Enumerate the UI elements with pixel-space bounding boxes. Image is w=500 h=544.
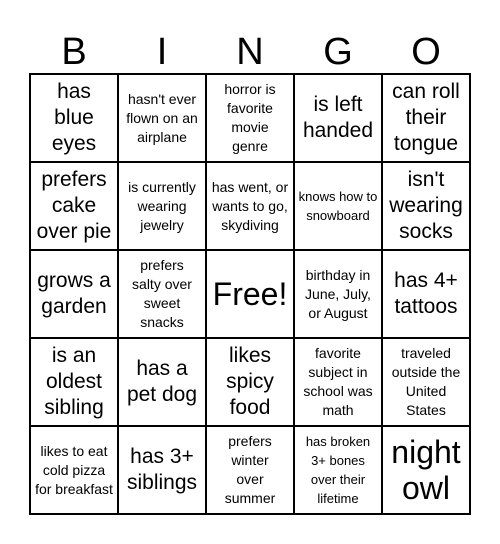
cell-text: has 3+ siblings	[126, 445, 198, 494]
cell-text: night owl	[391, 434, 461, 506]
bingo-cell[interactable]	[294, 250, 382, 338]
cell-text: likes spicy food	[226, 344, 274, 419]
header-letter-i: I	[156, 31, 168, 73]
cell-text: hasn't ever flown on an airplane	[126, 90, 198, 145]
cell-text: knows how to snowboard	[298, 189, 378, 223]
bingo-cell[interactable]	[206, 426, 294, 514]
bingo-card	[29, 73, 471, 515]
cell-text: has 4+ tattoos	[394, 269, 458, 318]
bingo-cell[interactable]	[30, 74, 118, 162]
cell-text: grows a garden	[37, 269, 111, 318]
bingo-cell[interactable]	[30, 426, 118, 514]
bingo-cell[interactable]	[118, 74, 206, 162]
cell-text: prefers winter over summer	[224, 433, 276, 506]
cell-text: prefers cake over pie	[36, 168, 112, 243]
bingo-cell[interactable]	[294, 74, 382, 162]
bingo-header	[30, 30, 470, 74]
cell-text: is an oldest sibling	[44, 344, 104, 419]
bingo-cell[interactable]	[30, 162, 118, 250]
bingo-cell[interactable]	[30, 338, 118, 426]
bingo-cell[interactable]	[382, 338, 470, 426]
cell-text: birthday in June, July, or August	[305, 266, 371, 321]
cell-text: likes to eat cold pizza for breakfast	[35, 442, 113, 497]
header-letter-n: N	[236, 31, 264, 73]
bingo-cell[interactable]	[206, 250, 294, 338]
bingo-cell[interactable]	[382, 426, 470, 514]
cell-text: has blue eyes	[51, 80, 97, 155]
free-space: Free!	[212, 276, 288, 312]
cell-text: has broken 3+ bones over their lifetime	[305, 434, 371, 506]
cell-text: prefers salty over sweet snacks	[132, 257, 192, 330]
bingo-cell[interactable]	[30, 250, 118, 338]
cell-text: traveled outside the United States	[391, 345, 461, 418]
bingo-cell[interactable]	[294, 338, 382, 426]
header-letter-b: B	[61, 31, 87, 73]
bingo-cell[interactable]	[382, 162, 470, 250]
bingo-cell[interactable]	[118, 338, 206, 426]
bingo-cell[interactable]	[294, 426, 382, 514]
bingo-cell[interactable]	[118, 250, 206, 338]
bingo-cell[interactable]	[206, 162, 294, 250]
cell-text: has went, or wants to go, skydiving	[211, 178, 289, 233]
bingo-cell[interactable]	[206, 338, 294, 426]
bingo-cell[interactable]	[118, 162, 206, 250]
cell-text: can roll their tongue	[392, 80, 460, 155]
header-letter-o: O	[411, 31, 441, 73]
bingo-cell[interactable]	[206, 74, 294, 162]
cell-text: isn't wearing socks	[389, 168, 463, 243]
bingo-cell[interactable]	[294, 162, 382, 250]
bingo-cell[interactable]	[382, 74, 470, 162]
header-letter-g: G	[323, 31, 353, 73]
bingo-cell[interactable]	[382, 250, 470, 338]
bingo-cell[interactable]	[118, 426, 206, 514]
cell-text: favorite subject in school was math	[303, 345, 373, 418]
cell-text: has a pet dog	[126, 357, 198, 406]
cell-text: is currently wearing jewelry	[128, 178, 196, 233]
cell-text: horror is favorite movie genre	[224, 81, 276, 154]
cell-text: is left handed	[302, 93, 374, 142]
